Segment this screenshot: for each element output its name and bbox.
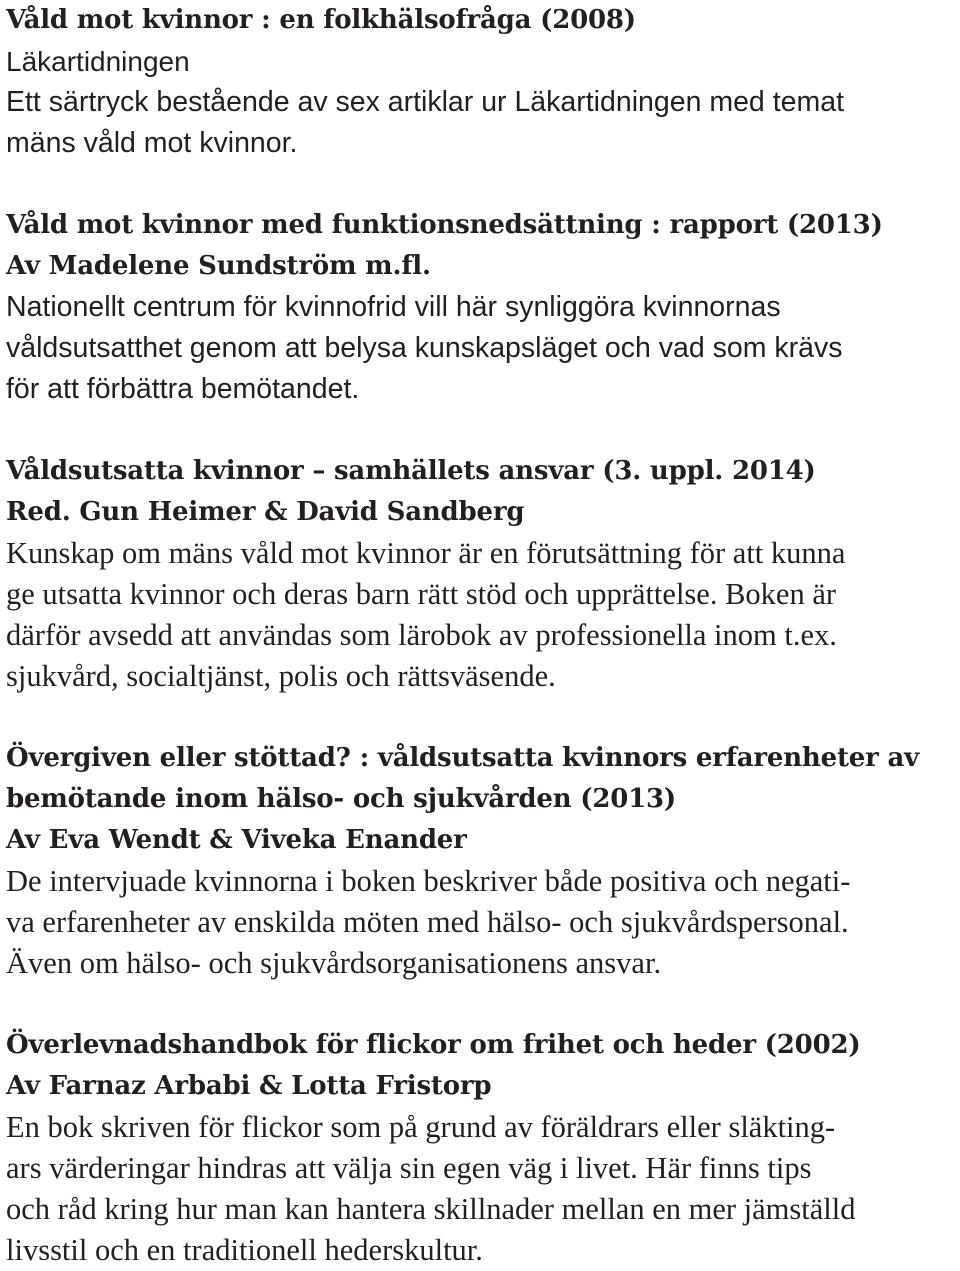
book-description-line: Kunskap om mäns våld mot kvinnor är en förutsättning för att kunna — [6, 536, 846, 570]
entry-spacer — [6, 164, 956, 205]
book-author: Av Farnaz Arbabi & Lotta Fristorp — [6, 1071, 492, 1101]
book-author: Red. Gun Heimer & David Sandberg — [6, 497, 525, 527]
entry-spacer — [6, 697, 956, 738]
book-description-line: sjukvård, socialtjänst, polis och rättsväsende. — [6, 659, 556, 693]
book-description-line: ars värderingar hindras att välja sin egen väg i livet. Här finns tips — [6, 1151, 812, 1185]
book-description-line: därför avsedd att användas som lärobok av professionella inom t.ex. — [6, 618, 837, 652]
book-description-line: va erfarenheter av enskilda möten med hälso- och sjukvårdspersonal. — [6, 905, 849, 939]
book-entry-3 — [6, 451, 956, 697]
book-description-line: mäns våld mot kvinnor. — [6, 127, 298, 159]
book-description-line: Ett särtryck bestående av sex artiklar ur Läkartidningen med temat — [6, 86, 844, 118]
book-title: Våld mot kvinnor : en folkhälsofråga (2008) — [6, 5, 636, 35]
book-description-line: livsstil och en traditionell hederskultur. — [6, 1233, 483, 1267]
book-description-line: En bok skriven för flickor som på grund av föräldrars eller släkting- — [6, 1110, 836, 1144]
book-author: Av Eva Wendt & Viveka Enander — [6, 825, 467, 855]
book-description-line: Även om hälso- och sjukvårdsorganisationens ansvar. — [6, 946, 662, 980]
book-description-line: ge utsatta kvinnor och deras barn rätt stöd och upprättelse. Boken är — [6, 577, 837, 611]
book-entry-5 — [6, 1025, 956, 1271]
book-title: Våldsutsatta kvinnor – samhällets ansvar (3. uppl. 2014) — [6, 456, 816, 486]
book-list — [6, 0, 956, 1271]
book-source: Läkartidningen — [6, 46, 190, 77]
book-entry-4 — [6, 738, 956, 984]
book-description-line: våldsutsatthet genom att belysa kunskapsläget och vad som krävs — [6, 332, 843, 364]
book-entry-1 — [6, 0, 956, 164]
book-title: Övergiven eller stöttad? : våldsutsatta kvinnors erfarenheter av — [6, 743, 920, 773]
entry-spacer — [6, 984, 956, 1025]
book-title: Våld mot kvinnor med funktionsnedsättning : rapport (2013) — [6, 210, 883, 240]
book-title: bemötande inom hälso- och sjukvården (2013) — [6, 784, 677, 814]
book-description-line: De intervjuade kvinnorna i boken beskriver både positiva och negati- — [6, 864, 851, 898]
book-entry-2 — [6, 205, 956, 410]
book-description-line: och råd kring hur man kan hantera skillnader mellan en mer jämställd — [6, 1192, 856, 1226]
book-title: Överlevnadshandbok för flickor om frihet och heder (2002) — [6, 1030, 861, 1060]
book-description-line: Nationellt centrum för kvinnofrid vill här synliggöra kvinnornas — [6, 291, 781, 323]
book-author: Av Madelene Sundström m.fl. — [6, 251, 431, 281]
book-description-line: för att förbättra bemötandet. — [6, 373, 360, 405]
entry-spacer — [6, 410, 956, 451]
